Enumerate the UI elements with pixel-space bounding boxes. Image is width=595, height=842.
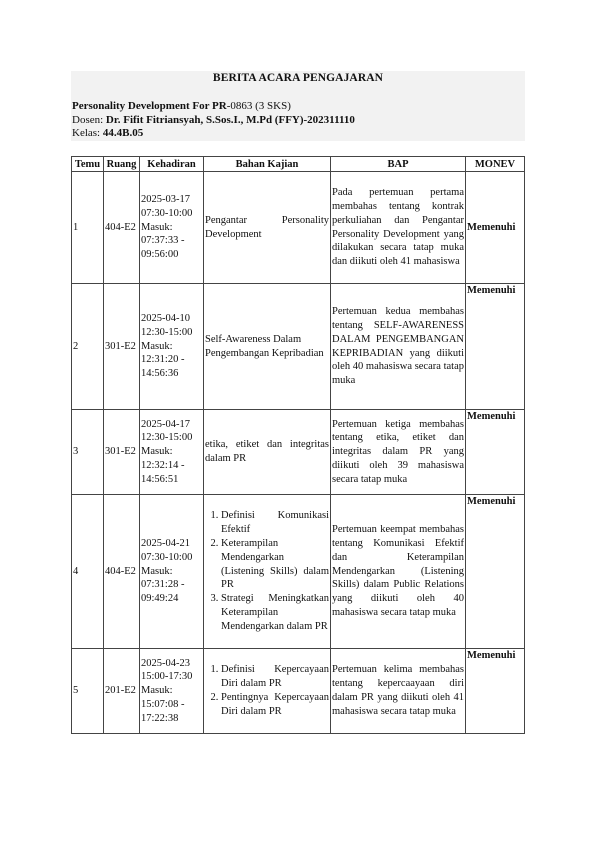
lecturer-info: [72, 114, 355, 126]
cell-ruang: 301-E2: [104, 284, 140, 410]
lecturer-label: Dosen:: [72, 114, 106, 126]
col-header-bahan-kajian: Bahan Kajian: [204, 157, 331, 172]
cell-temu: 2: [72, 284, 104, 410]
lecturer-name: Dr. Fifit Fitriansyah, S.Sos.I., M.Pd (FFY)-202311110: [105, 114, 355, 126]
topic-item: 2. Keterampilan Mendengarkan (Listening Skills) dalam PR: [221, 537, 329, 592]
cell-monev: Memenuhi: [466, 495, 525, 649]
cell-bap: Pada pertemuan pertama membahas tentang kontrak perkuliahan dan Pengantar Personality Development yang dilakukan secara tatap muka dan diikuti oleh 41 mahasiswa: [331, 172, 466, 284]
table-row: [72, 284, 525, 410]
cell-bap: Pertemuan keempat membahas tentang Komunikasi Efektif dan Keterampilan Mendengarkan (Listening Skills) dalam Public Relations yang diikuti oleh 40 mahasiswa secara tatap muka: [331, 495, 466, 649]
table-row: [72, 495, 525, 649]
cell-bahan-kajian: [204, 649, 331, 734]
cell-kehadiran: 2025-04-17 12:30-15:00 Masuk: 12:32:14 - 14:56:51: [140, 410, 204, 495]
cell-kehadiran: 2025-04-21 07:30-10:00 Masuk: 07:31:28 - 09:49:24: [140, 495, 204, 649]
col-header-bap: BAP: [331, 157, 466, 172]
cell-temu: 4: [72, 495, 104, 649]
cell-temu: 5: [72, 649, 104, 734]
col-header-ruang: Ruang: [104, 157, 140, 172]
class-info: [72, 127, 143, 139]
cell-ruang: 404-E2: [104, 495, 140, 649]
table-row: [72, 649, 525, 734]
cell-monev: Memenuhi: [466, 172, 525, 284]
cell-ruang: 301-E2: [104, 410, 140, 495]
cell-kehadiran: 2025-04-10 12:30-15:00 Masuk: 12:31:20 - 14:56:36: [140, 284, 204, 410]
document-title: BERITA ACARA PENGAJARAN: [212, 72, 384, 84]
cell-bap: Pertemuan ketiga membahas tentang etika, etiket dan integritas dalam PR yang diikuti oleh 39 mahasiswa secara tatap muka: [331, 410, 466, 495]
cell-kehadiran: 2025-04-23 15:00-17:30 Masuk: 15:07:08 - 17:22:38: [140, 649, 204, 734]
topic-list: [205, 509, 329, 633]
course-code: -0863 (3 SKS): [226, 100, 291, 112]
cell-bahan-kajian: etika, etiket dan integritas dalam PR: [204, 410, 331, 495]
cell-bahan-kajian: Self-Awareness Dalam Pengembangan Kepribadian: [204, 284, 331, 410]
cell-ruang: 404-E2: [104, 172, 140, 284]
cell-monev: Memenuhi: [466, 649, 525, 734]
table-header-row: [72, 157, 525, 172]
table-row: [72, 410, 525, 495]
teaching-record-table: [71, 156, 525, 734]
cell-bahan-kajian: Pengantar Personality Development: [204, 172, 331, 284]
cell-kehadiran: 2025-03-17 07:30-10:00 Masuk: 07:37:33 - 09:56:00: [140, 172, 204, 284]
cell-bahan-kajian: [204, 495, 331, 649]
col-header-temu: Temu: [72, 157, 104, 172]
cell-temu: 1: [72, 172, 104, 284]
cell-ruang: 201-E2: [104, 649, 140, 734]
topic-item: 1. Definisi Komunikasi Efektif: [221, 509, 329, 537]
col-header-monev: MONEV: [466, 157, 525, 172]
class-label: Kelas:: [72, 127, 103, 139]
class-code: 44.4B.05: [102, 127, 144, 139]
topic-item: 1. Definisi Kepercayaan Diri dalam PR: [221, 663, 329, 691]
topic-item: 2. Pentingnya Kepercayaan Diri dalam PR: [221, 691, 329, 719]
topic-list: [205, 663, 329, 718]
cell-monev: Memenuhi: [466, 284, 525, 410]
cell-bap: Pertemuan kedua membahas tentang SELF-AWARENESS DALAM PENGEMBANGAN KEPRIBADIAN yang diikuti oleh 40 mahasiswa secara tatap muka: [331, 284, 466, 410]
table-row: [72, 172, 525, 284]
cell-monev: Memenuhi: [466, 410, 525, 495]
cell-temu: 3: [72, 410, 104, 495]
col-header-kehadiran: Kehadiran: [140, 157, 204, 172]
topic-item: 3. Strategi Meningkatkan Keterampilan Mendengarkan dalam PR: [221, 592, 329, 633]
cell-bap: Pertemuan kelima membahas tentang kepercaayaan diri dalam PR yang diikuti oleh 41 mahasiswa secara tatap muka: [331, 649, 466, 734]
document-header: [71, 71, 525, 141]
course-name: Personality Development For PR: [72, 100, 227, 112]
course-info: [72, 100, 291, 112]
